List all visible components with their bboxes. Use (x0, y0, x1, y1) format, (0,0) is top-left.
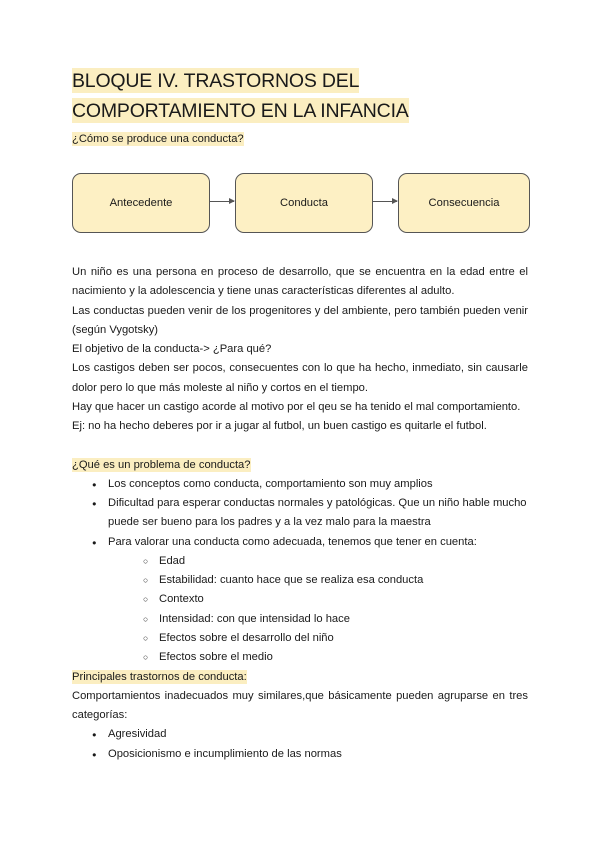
paragraph-ejemplo: Ej: no ha hecho deberes por ir a jugar al futbol, un buen castigo es quitarle el futbol. (72, 420, 487, 433)
sublist-item: ○ Estabilidad: cuanto hace que se realiza esa conducta (145, 571, 528, 590)
page-title: BLOQUE IV. TRASTORNOS DEL COMPORTAMIENTO EN LA INFANCIA (72, 70, 409, 122)
paragraph-castigos: Los castigos deben ser pocos, consecuentes con lo que ha hecho, inmediato, sin causarle dolor pero lo que más moleste al niño y cortos en el tiempo. (72, 362, 528, 394)
sublist-item: ○ Contexto (145, 590, 528, 609)
behavior-flowchart (72, 167, 528, 263)
sublist-item: ○ Intensidad: con que intensidad lo hace (145, 610, 528, 629)
flow-box-conducta: Conducta (235, 173, 373, 233)
paragraph-objetivo-conducta: El objetivo de la conducta-> ¿Para qué? (72, 343, 272, 356)
list-item: ● Oposicionismo e incumplimiento de las normas (94, 745, 528, 764)
section-heading-problema-conducta: ¿Qué es un problema de conducta? (72, 458, 251, 471)
section-heading-como-se-produce: ¿Cómo se produce una conducta? (72, 133, 244, 145)
flow-arrow-1 (209, 201, 234, 202)
flow-arrow-2 (372, 201, 397, 202)
list-item: ● Dificultad para esperar conductas normales y patológicas. Que un niño hable mucho puede ser bueno para los padres y a la vez malo para la maestra (94, 494, 528, 533)
valorar-conducta-sublist (108, 552, 528, 668)
paragraph-castigo-acorde: Hay que hacer un castigo acorde al motivo por el qeu se ha tenido el mal comportamiento. (72, 401, 521, 414)
section-heading-principales-trastornos: Principales trastornos de conducta: (72, 670, 247, 683)
list-item-text: Para valorar una conducta como adecuada, tenemos que tener en cuenta: (108, 535, 477, 548)
list-item (94, 533, 528, 668)
flow-box-consecuencia: Consecuencia (398, 173, 530, 233)
list-item: ● Agresividad (94, 725, 528, 744)
trastornos-list (72, 725, 528, 764)
flow-box-antecedente: Antecedente (72, 173, 210, 233)
sublist-item: ○ Efectos sobre el medio (145, 648, 528, 667)
problema-conducta-list (72, 475, 528, 668)
document-page (72, 66, 528, 764)
paragraph-categorias: Comportamientos inadecuados muy similares,que básicamente pueden agruparse en tres categorías: (72, 689, 528, 721)
list-item: ● Los conceptos como conducta, comportamiento son muy amplios (94, 475, 528, 494)
sublist-item: ○ Edad (145, 552, 528, 571)
sublist-item: ○ Efectos sobre el desarrollo del niño (145, 629, 528, 648)
spacer (72, 437, 528, 456)
paragraph-definicion-nino: Un niño es una persona en proceso de desarrollo, que se encuentra en la edad entre el nacimiento y la adolescencia y tiene unas características diferentes al adulto. (72, 266, 528, 298)
paragraph-origen-conductas: Las conductas pueden venir de los progenitores y del ambiente, pero también pueden venir (según Vygotsky) (72, 304, 528, 336)
